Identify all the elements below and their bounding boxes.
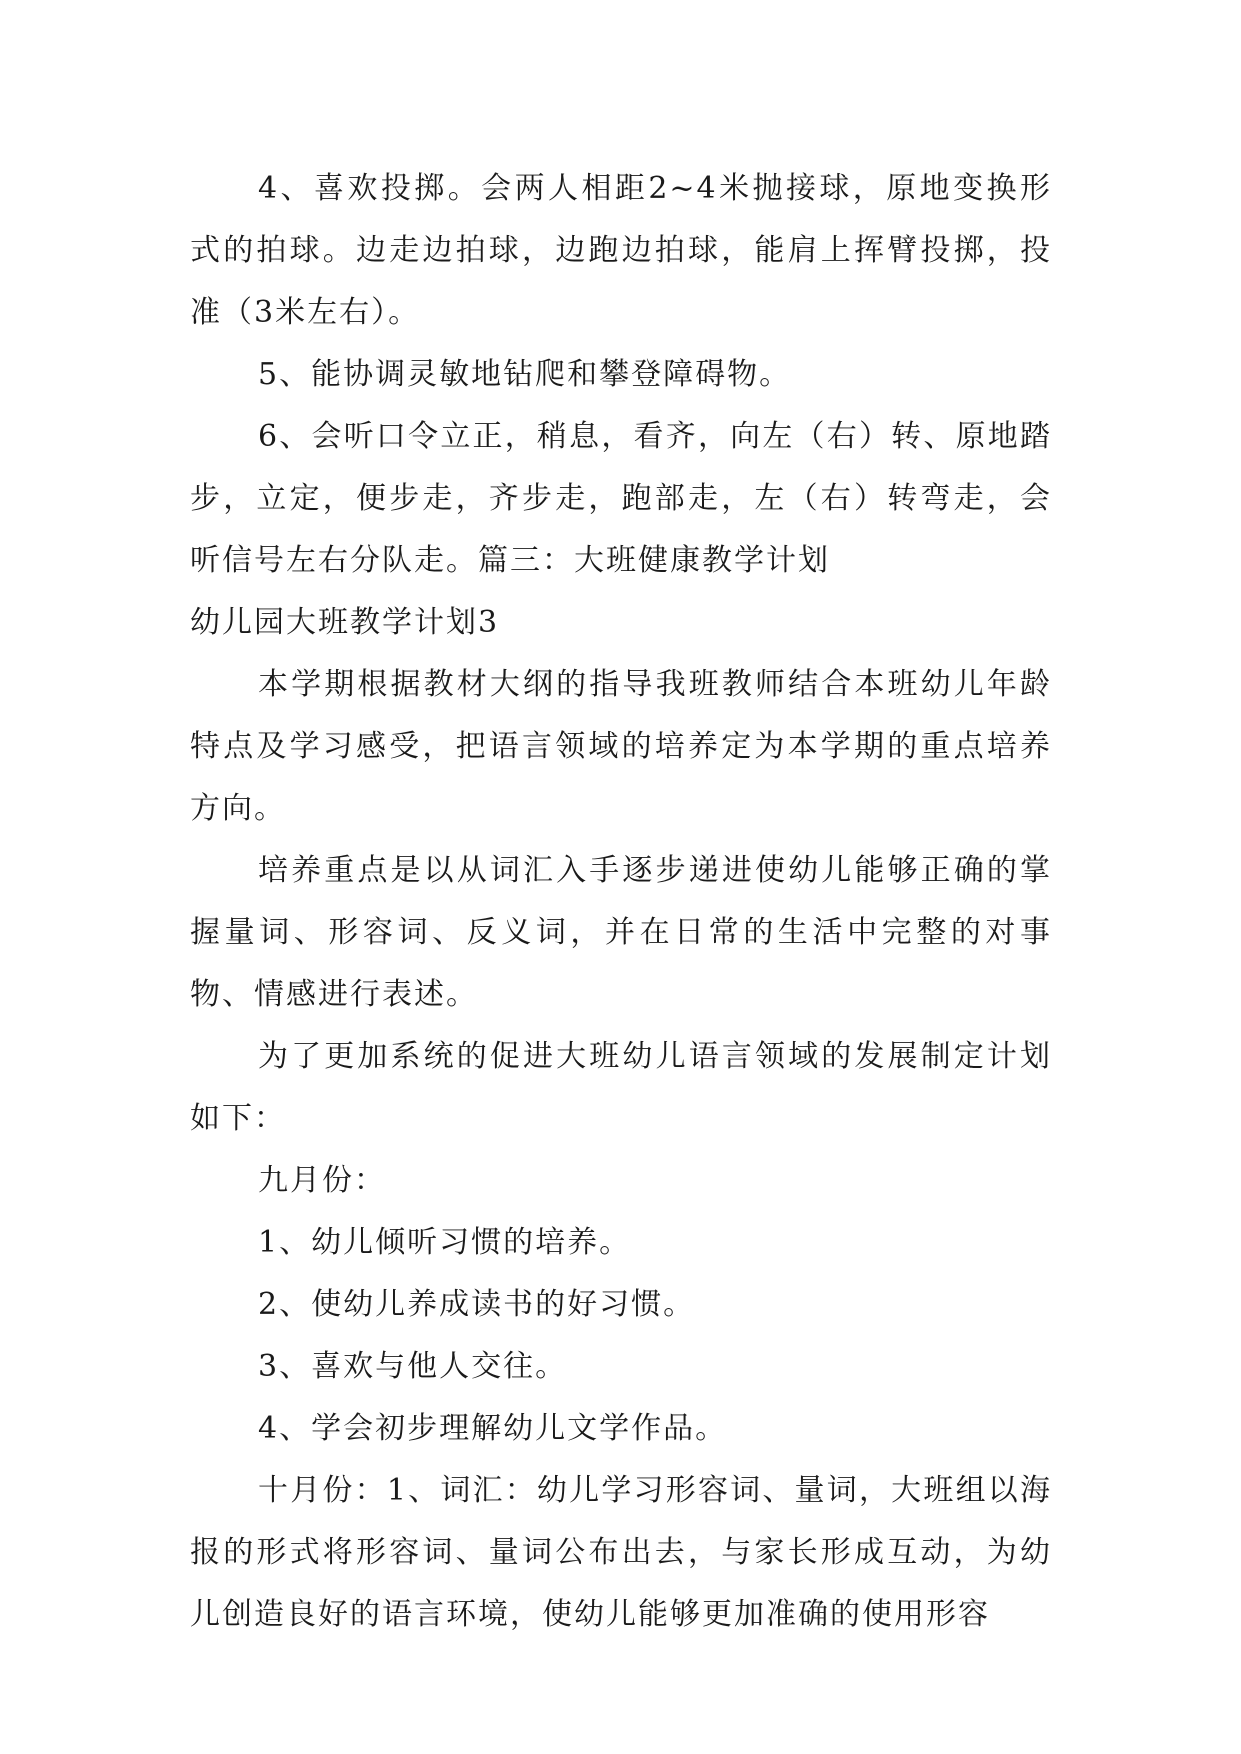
- paragraph-october: 十月份：1、词汇：幼儿学习形容词、量词，大班组以海报的形式将形容词、量词公布出去，与家长形成互动，为幼儿创造良好的语言环境，使幼儿能够更加准确的使用形容: [190, 1473, 1052, 1632]
- list-item: 3、喜欢与他人交往。: [258, 1349, 568, 1384]
- document-body: [190, 158, 1052, 1646]
- paragraph-throwing: 4、喜欢投掷。会两人相距2~4米抛接球，原地变换形式的拍球。边走边拍球，边跑边拍球，能肩上挥臂投掷，投准（3米左右）。: [190, 171, 1052, 330]
- paragraph-plan-intro: 为了更加系统的促进大班幼儿语言领域的发展制定计划如下：: [190, 1039, 1052, 1136]
- paragraph-climbing: 5、能协调灵敏地钻爬和攀登障碍物。: [258, 357, 792, 392]
- paragraph-semester-intro: 本学期根据教材大纲的指导我班教师结合本班幼儿年龄特点及学习感受，把语言领域的培养定为本学期的重点培养方向。: [190, 667, 1052, 826]
- list-item: 1、幼儿倾听习惯的培养。: [258, 1225, 632, 1260]
- list-item: 2、使幼儿养成读书的好习惯。: [258, 1287, 696, 1322]
- list-item: 4、学会初步理解幼儿文学作品。: [258, 1411, 728, 1446]
- paragraph-training-focus: 培养重点是以从词汇入手逐步递进使幼儿能够正确的掌握量词、形容词、反义词，并在日常的生活中完整的对事物、情感进行表述。: [190, 853, 1052, 1012]
- paragraph-commands: 6、会听口令立正，稍息，看齐，向左（右）转、原地踏步，立定，便步走，齐步走，跑部走，左（右）转弯走，会听信号左右分队走。篇三：大班健康教学计划: [190, 419, 1052, 578]
- section-heading: 幼儿园大班教学计划3: [190, 605, 500, 640]
- month-heading-september: 九月份：: [258, 1163, 386, 1198]
